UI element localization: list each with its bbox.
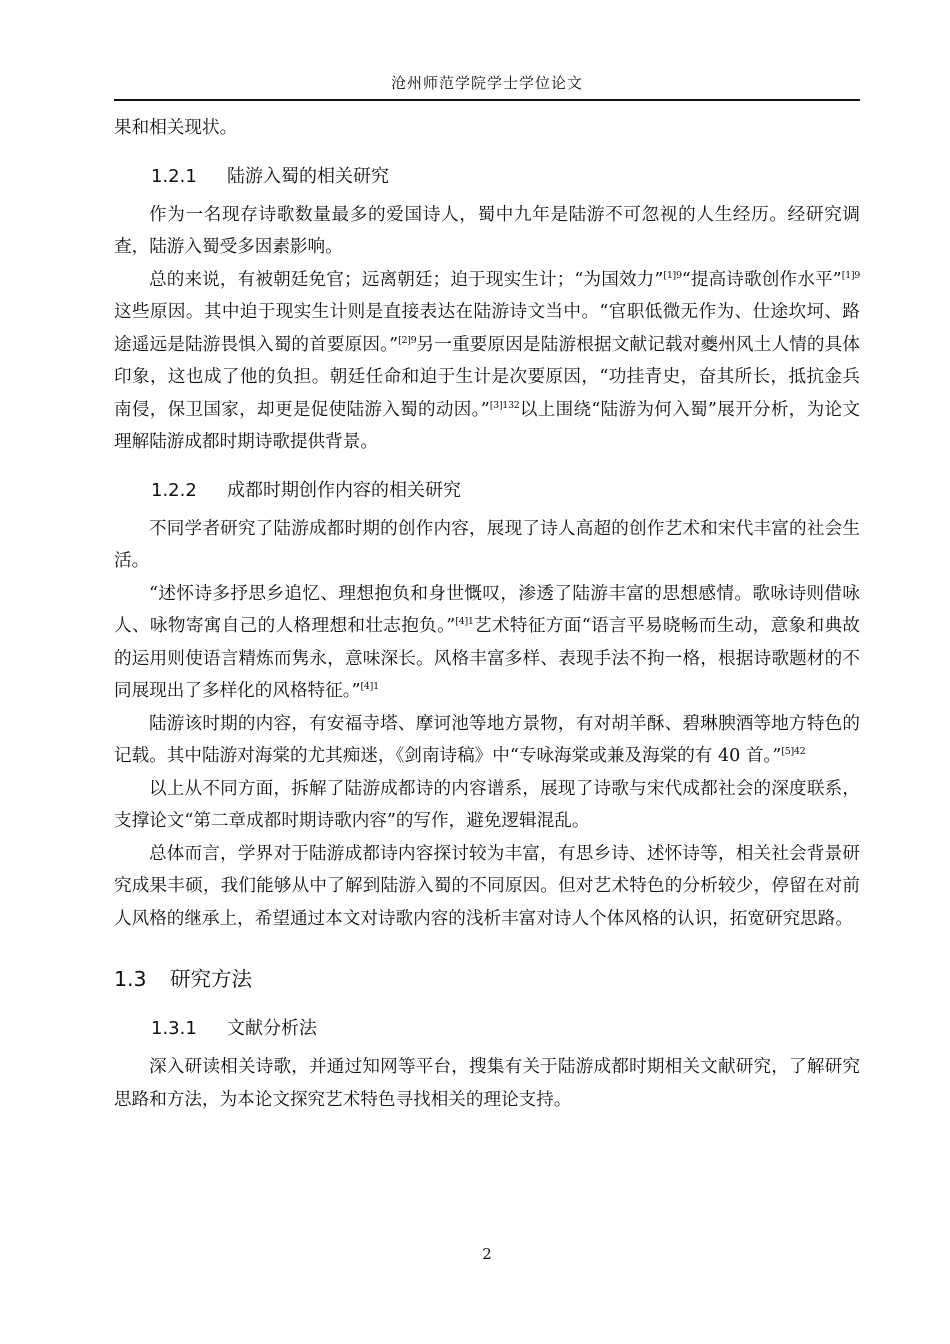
text-run: 以上围绕“陆游为何入蜀”展开分析，为论文理解陆游成都时期诗歌提供背景。 — [114, 399, 860, 452]
section-title: 研究方法 — [170, 967, 252, 991]
citation: [1]9 — [841, 269, 860, 281]
paragraph: 以上从不同方面，拆解了陆游成都诗的内容谱系，展现了诗歌与宋代成都社会的深度联系，支撑论文“第二章成都时期诗歌内容”的写作，避免逻辑混乱。 — [114, 778, 860, 831]
text-run: “提高诗歌创作水平” — [681, 269, 842, 290]
citation: [5]42 — [781, 746, 806, 757]
paragraph-continuation: 果和相关现状。 — [114, 118, 238, 138]
section-number: 1.2.1 — [151, 165, 197, 187]
paragraph — [114, 264, 860, 459]
section-title: 文献分析法 — [227, 1018, 317, 1039]
section-heading-1-3 — [114, 961, 860, 997]
citation: [1]9 — [663, 269, 682, 281]
section-number: 1.3 — [114, 967, 147, 991]
paragraph: 总体而言，学界对于陆游成都诗内容探讨较为丰富，有思乡诗、述怀诗等，相关社会背景研究成果丰硕，我们能够从中了解到陆游入蜀的不同原因。但对艺术特色的分析较少，停留在对前人风格的继承上，希望通过本文对诗歌内容的浅析丰富对诗人个体风格的认识，拓宽研究思路。 — [114, 843, 860, 929]
text-run: 另一重要原因是陆游根据文献记载对夔州风土人情的具体印象，这也成了他的负担。朝廷任命和迫于生计是次要原因，“功挂青史，奋其所长，抵抗金兵南侵，保卫国家，却更是促使陆游入蜀的动因。” — [114, 334, 860, 420]
text-run: 这些原因。其中迫于现实生计则是直接表达在陆游诗文当中。“官职低微无作为、仕途坎坷、路途遥远是陆游畏惧入蜀的首要原因。” — [114, 302, 860, 355]
paragraph — [114, 708, 860, 773]
body-text — [114, 112, 860, 1116]
section-heading-1-2-1 — [114, 161, 860, 193]
section-title: 成都时期创作内容的相关研究 — [227, 479, 461, 501]
paragraph: 深入研读相关诗歌，并通过知网等平台，搜集有关于陆游成都时期相关文献研究，了解研究思路和方法，为本论文探究艺术特色寻找相关的理论支持。 — [114, 1057, 860, 1110]
text-run: 总的来说，有被朝廷免官；远离朝廷；迫于现实生计；“为国效力” — [149, 269, 664, 290]
section-heading-1-3-1 — [114, 1013, 860, 1045]
paragraph: 作为一名现存诗歌数量最多的爱国诗人，蜀中九年是陆游不可忽视的人生经历。经研究调查，陆游入蜀受多因素影响。 — [114, 204, 860, 257]
text-run: “述怀诗多抒思乡追忆、理想抱负和身世慨叹，渗透了陆游丰富的思想感情。歌咏诗则借咏人、咏物寄寓自己的人格理想和壮志抱负。” — [114, 583, 860, 636]
citation: [2]9 — [398, 334, 417, 346]
paragraph — [114, 578, 860, 708]
section-heading-1-2-2 — [114, 475, 860, 507]
section-number: 1.3.1 — [151, 1018, 197, 1039]
page-number: 2 — [482, 1245, 492, 1263]
section-number: 1.2.2 — [151, 479, 197, 501]
citation: [4]1 — [455, 616, 474, 627]
running-header: 沧州师范学院学士学位论文 — [390, 74, 583, 92]
citation: [3]132 — [489, 399, 520, 411]
header-rule — [114, 99, 860, 101]
citation: [4]1 — [360, 681, 379, 692]
text-run: 艺术特征方面“语言平易晓畅而生动，意象和典故的运用则使语言精炼而隽永，意味深长。风格丰富多样、表现手法不拘一格，根据诗歌题材的不同展现出了多样化的风格特征。” — [114, 616, 860, 701]
section-title: 陆游入蜀的相关研究 — [227, 165, 389, 187]
text-run: 陆游该时期的内容，有安福寺塔、摩诃池等地方景物，有对胡羊酥、碧琳腴酒等地方特色的记载。其中陆游对海棠的尤其痴迷，《剑南诗稿》中“专咏海棠或兼及海棠的有 40 首。” — [114, 713, 860, 766]
paragraph: 不同学者研究了陆游成都时期的创作内容，展现了诗人高超的创作艺术和宋代丰富的社会生活。 — [114, 518, 860, 571]
